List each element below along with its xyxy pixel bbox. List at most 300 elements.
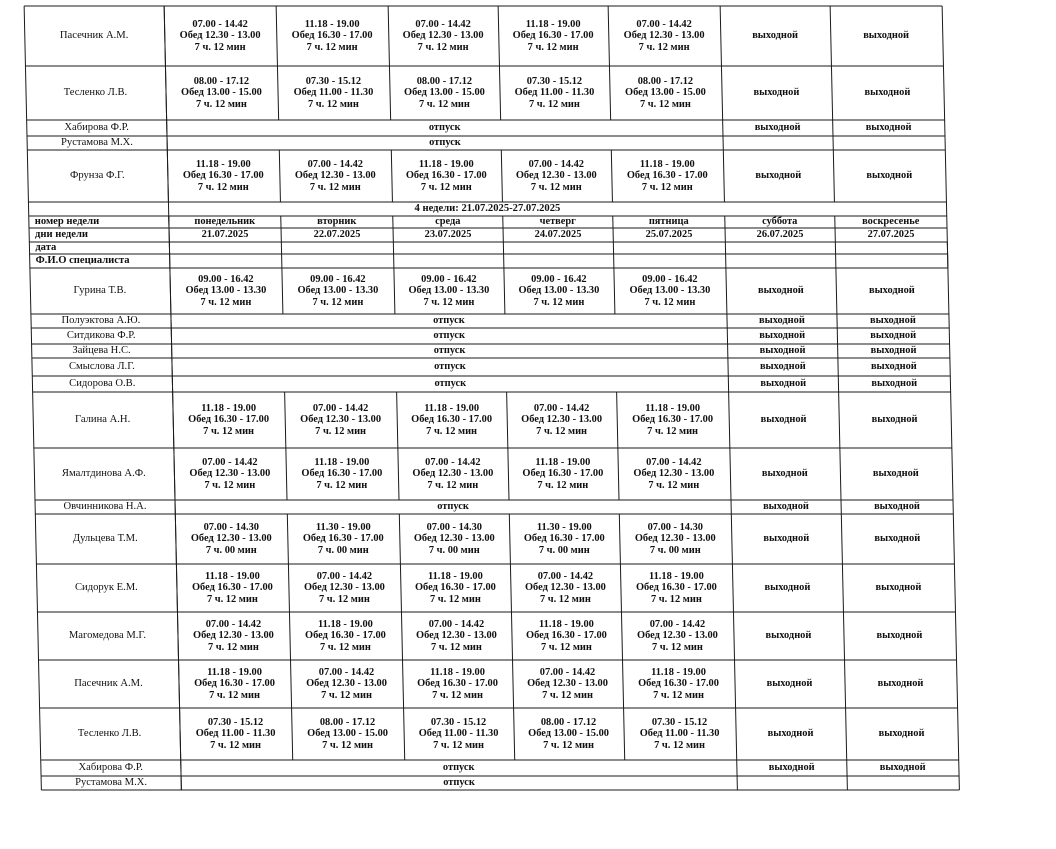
shift-cell-line: 11.30 - 19.00	[315, 521, 371, 533]
shift-cell-line: Обед 16.30 - 17.00	[188, 414, 270, 426]
vacation-note	[171, 328, 727, 344]
shift-cell-line: 7 ч. 12 мин	[197, 181, 249, 193]
shift-cell-line: 11.18 - 19.00	[314, 456, 370, 468]
shift-cell	[609, 66, 721, 120]
shift-cell-line: 11.18 - 19.00	[318, 618, 373, 630]
shift-cell-line: Обед 12.30 - 13.00	[623, 30, 705, 42]
shift-cell	[620, 564, 732, 612]
shift-cell-line: 7 ч. 12 мин	[320, 641, 371, 653]
saturday-status-line: выходной	[759, 345, 806, 357]
date-header-line: 27.07.2025	[867, 229, 915, 241]
shift-cell	[621, 612, 733, 660]
sunday-status	[838, 376, 950, 392]
sunday-status-line: выходной	[870, 330, 917, 342]
date-header-line: 24.07.2025	[534, 229, 582, 241]
shift-cell	[291, 660, 403, 708]
vacation-note-line: отпуск	[442, 762, 475, 774]
sunday-status	[847, 760, 959, 776]
shift-cell-line: Обед 13.00 - 13.30	[518, 285, 600, 297]
shift-cell-line: 07.00 - 14.42	[205, 618, 262, 630]
shift-cell-line: 09.00 - 16.42	[198, 273, 254, 285]
saturday-status	[728, 358, 838, 376]
shift-cell-line: 7 ч. 12 мин	[315, 425, 367, 437]
saturday-status-line: выходной	[760, 378, 807, 390]
shift-cell	[498, 6, 608, 66]
shift-cell-line: 7 ч. 00 мин	[205, 544, 257, 556]
saturday-status-line: выходной	[761, 468, 808, 480]
shift-cell	[179, 660, 291, 708]
vacation-note	[171, 314, 727, 328]
shift-cell	[173, 392, 285, 448]
shift-cell	[611, 150, 723, 202]
employee-name-line: Гурина Т.В.	[73, 285, 127, 297]
sunday-status	[847, 776, 959, 790]
shift-cell-line: Обед 16.30 - 17.00	[522, 468, 604, 480]
shift-cell-line: 7 ч. 12 мин	[530, 181, 582, 193]
employee-name-line: Фрунза Ф.Г.	[69, 170, 125, 182]
shift-cell-line: Обед 16.30 - 17.00	[526, 630, 607, 642]
sunday-status	[843, 612, 955, 660]
employee-name-line: Смыслова Л.Г.	[68, 361, 135, 373]
shift-cell	[404, 708, 514, 760]
date-header-line: 26.07.2025	[756, 229, 804, 241]
shift-cell-line: 7 ч. 00 мин	[428, 544, 480, 556]
shift-cell	[501, 150, 611, 202]
sunday-status	[836, 268, 948, 314]
sunday-status-line: выходной	[871, 378, 918, 390]
week-title-line: 4 недели: 21.07.2025-27.07.2025	[414, 203, 561, 215]
weekday-header	[613, 216, 725, 228]
sunday-status	[830, 6, 942, 66]
sunday-status-line: выходной	[865, 122, 912, 134]
weekday-header-line: среда	[435, 216, 461, 228]
shift-cell-line: Обед 11.00 - 11.30	[293, 87, 374, 99]
vacation-note-line: отпуск	[433, 345, 466, 357]
employee-name	[40, 708, 180, 760]
shift-cell-line: 7 ч. 12 мин	[203, 425, 255, 437]
shift-cell-line: Обед 16.30 - 17.00	[305, 630, 386, 642]
shift-cell	[499, 66, 609, 120]
sunday-status	[839, 392, 951, 448]
vacation-note-line: отпуск	[428, 122, 461, 134]
shift-cell-line: 11.18 - 19.00	[207, 666, 262, 678]
shift-cell-line: 7 ч. 12 мин	[539, 593, 591, 605]
shift-cell-line: Обед 16.30 - 17.00	[301, 468, 383, 480]
shift-cell-line: 07.00 - 14.42	[316, 570, 373, 582]
shift-cell-line: 11.18 - 19.00	[304, 18, 360, 30]
shift-cell	[277, 66, 389, 120]
shift-cell-line: 11.18 - 19.00	[201, 402, 257, 414]
vacation-note	[172, 344, 728, 358]
date-header	[725, 228, 835, 242]
shift-cell-line: 08.00 - 17.12	[319, 716, 376, 728]
shift-cell	[514, 708, 624, 760]
employee-name	[41, 776, 181, 790]
employee-name-line: Сидорук Е.М.	[74, 582, 138, 594]
date-label-line: дата	[35, 242, 57, 254]
employee-name-line: Хабирова Ф.Р.	[78, 762, 143, 774]
shift-cell-line: 07.00 - 14.42	[192, 18, 248, 30]
shift-cell	[174, 448, 286, 500]
weekday-header-line: вторник	[317, 216, 357, 228]
shift-cell-line: 08.00 - 17.12	[637, 75, 694, 87]
shift-cell-line: Обед 16.30 - 17.00	[194, 678, 275, 690]
vacation-note	[175, 500, 731, 514]
saturday-status	[733, 612, 843, 660]
shift-cell-line: Обед 12.30 - 13.00	[412, 468, 494, 480]
shift-cell-line: Обед 12.30 - 13.00	[402, 30, 484, 42]
employee-name-line: Овчинникова Н.А.	[63, 501, 147, 513]
employee-name	[32, 344, 172, 358]
shift-cell-line: 11.18 - 19.00	[427, 570, 483, 582]
shift-cell-line: 7 ч. 12 мин	[527, 41, 579, 53]
sunday-status-line: выходной	[878, 728, 925, 740]
shift-cell-line: 7 ч. 12 мин	[318, 593, 370, 605]
shift-cell-line: 09.00 - 16.42	[531, 273, 587, 285]
grid-line	[952, 448, 953, 500]
shift-cell-line: 7 ч. 12 мин	[427, 479, 479, 491]
shift-cell-line: 7 ч. 12 мин	[204, 479, 256, 491]
employee-name	[27, 120, 167, 136]
week-title	[28, 202, 946, 216]
shift-cell	[511, 612, 621, 660]
saturday-status	[737, 776, 847, 790]
vacation-note-line: отпуск	[434, 361, 466, 373]
shift-cell-line: 7 ч. 12 мин	[423, 296, 475, 308]
sunday-status-line: выходной	[879, 762, 926, 774]
employee-name-line: Тесленко Л.В.	[63, 87, 128, 99]
saturday-status	[732, 564, 842, 612]
employee-name	[24, 6, 164, 66]
shift-cell-line: 07.00 - 14.30	[203, 521, 259, 533]
date-label	[29, 242, 169, 254]
shift-cell-line: 7 ч. 12 мин	[541, 641, 592, 653]
shift-cell	[282, 268, 394, 314]
vacation-note-line: отпуск	[437, 501, 469, 513]
shift-cell-line: Обед 16.30 - 17.00	[182, 170, 264, 182]
sunday-status-line: выходной	[863, 30, 910, 42]
weekday-header-line: понедельник	[194, 216, 256, 228]
shift-cell-line: 07.00 - 14.42	[318, 666, 375, 678]
weekday-header	[281, 216, 393, 228]
sunday-status-line: выходной	[864, 87, 911, 99]
shift-cell-line: Обед 12.30 - 13.00	[416, 630, 497, 642]
sunday-status-line: выходной	[866, 170, 913, 182]
vacation-note-line: отпуск	[433, 315, 465, 327]
vacation-note-line: отпуск	[434, 378, 467, 390]
grid-line	[942, 6, 943, 66]
employee-name-line: Пасечник А.М.	[59, 30, 129, 42]
weekday-header	[503, 216, 613, 228]
shift-cell-line: Обед 13.00 - 13.30	[297, 285, 379, 297]
vacation-note-line: отпуск	[429, 137, 461, 149]
shift-cell	[624, 708, 736, 760]
shift-cell-line: 7 ч. 00 мин	[649, 544, 701, 556]
shift-cell-line: 07.00 - 14.30	[426, 521, 482, 533]
sunday-status-line: выходной	[868, 285, 915, 297]
shift-cell	[180, 708, 292, 760]
shift-cell	[619, 514, 731, 564]
grid-line	[954, 564, 955, 612]
shift-cell	[286, 448, 398, 500]
shift-cell-line: Обед 12.30 - 13.00	[521, 414, 603, 426]
date-header	[835, 228, 947, 242]
date-header	[393, 228, 503, 242]
shift-cell-line: 11.18 - 19.00	[195, 158, 251, 170]
shift-cell-line: 7 ч. 12 мин	[200, 296, 252, 308]
week-number-label	[29, 216, 169, 228]
shift-cell-line: 7 ч. 12 мин	[209, 689, 260, 701]
shift-cell-line: 7 ч. 12 мин	[309, 181, 361, 193]
shift-cell-line: 07.30 - 15.12	[305, 75, 362, 87]
saturday-status	[731, 500, 841, 514]
weekday-header-line: суббота	[762, 216, 798, 228]
saturday-status-line: выходной	[758, 315, 805, 327]
shift-cell-line: 07.00 - 14.42	[539, 666, 596, 678]
shift-cell-line: Обед 12.30 - 13.00	[524, 582, 606, 594]
shift-cell-line: 07.00 - 14.42	[533, 402, 590, 414]
saturday-status-line: выходной	[763, 501, 809, 513]
date-header	[613, 228, 725, 242]
shift-cell	[389, 66, 499, 120]
shift-cell	[388, 6, 498, 66]
saturday-status	[721, 66, 831, 120]
date-header	[281, 228, 393, 242]
shift-cell-line: 7 ч. 12 мин	[194, 41, 246, 53]
shift-cell-line: 7 ч. 12 мин	[433, 739, 484, 751]
date-header-line: 25.07.2025	[645, 229, 693, 241]
grid-line	[948, 268, 949, 314]
saturday-status	[723, 150, 833, 202]
shift-cell-line: 7 ч. 12 мин	[322, 739, 373, 751]
date-header	[503, 228, 613, 242]
saturday-status	[735, 660, 845, 708]
employee-name	[34, 448, 174, 500]
shift-cell-line: 7 ч. 12 мин	[644, 296, 696, 308]
shift-cell-line: 7 ч. 12 мин	[195, 98, 247, 110]
shift-cell-line: 7 ч. 12 мин	[648, 479, 700, 491]
shift-cell	[288, 564, 400, 612]
saturday-status	[731, 514, 841, 564]
shift-cell-line: 7 ч. 12 мин	[417, 41, 469, 53]
shift-cell	[400, 564, 510, 612]
shift-cell-line: Обед 16.30 - 17.00	[405, 170, 487, 182]
shift-cell	[401, 612, 511, 660]
shift-cell-line: Обед 13.00 - 13.30	[185, 285, 267, 297]
shift-cell-line: Обед 16.30 - 17.00	[512, 30, 594, 42]
grid-line	[951, 392, 952, 448]
saturday-status	[729, 392, 839, 448]
employee-name	[32, 358, 172, 376]
shift-cell	[287, 514, 399, 564]
shift-cell-line: Обед 13.00 - 15.00	[624, 87, 706, 99]
shift-cell-line: Обед 16.30 - 17.00	[638, 678, 719, 690]
weekday-header	[169, 216, 281, 228]
shift-cell-line: Обед 12.30 - 13.00	[303, 582, 385, 594]
shift-cell-line: 7 ч. 12 мин	[639, 98, 691, 110]
shift-cell-line: Обед 16.30 - 17.00	[632, 414, 714, 426]
employee-name	[35, 514, 175, 564]
date-header	[169, 228, 281, 242]
shift-cell-line: 7 ч. 12 мин	[431, 641, 482, 653]
shift-cell	[513, 660, 623, 708]
shift-cell-line: Обед 12.30 - 13.00	[190, 533, 272, 545]
vacation-note-line: отпуск	[433, 330, 466, 342]
employee-name	[25, 66, 165, 120]
shift-cell-line: 7 ч. 00 мин	[538, 544, 590, 556]
shift-cell-line: 07.00 - 14.42	[415, 18, 471, 30]
shift-cell-line: 07.00 - 14.30	[647, 521, 703, 533]
shift-cell-line: 11.18 - 19.00	[539, 618, 594, 630]
shift-cell-line: 07.00 - 14.42	[528, 158, 584, 170]
shift-cell	[167, 150, 279, 202]
employee-name-line: Зайцева Н.С.	[72, 345, 131, 357]
shift-cell-line: 11.18 - 19.00	[204, 570, 260, 582]
shift-cell-line: Обед 16.30 - 17.00	[191, 582, 273, 594]
shift-cell	[399, 514, 509, 564]
employee-name	[33, 392, 173, 448]
shift-cell-line: 11.18 - 19.00	[535, 456, 591, 468]
shift-cell-line: 7 ч. 12 мин	[208, 641, 259, 653]
shift-cell-line: 07.30 - 15.12	[207, 716, 264, 728]
shift-cell-line: Обед 13.00 - 15.00	[403, 87, 485, 99]
sunday-status	[837, 314, 949, 328]
shift-cell	[292, 708, 404, 760]
grid-line	[955, 612, 956, 660]
shift-cell-line: 07.00 - 14.42	[636, 18, 692, 30]
shift-cell-line: Обед 13.00 - 15.00	[180, 87, 262, 99]
sunday-status-line: выходной	[870, 345, 917, 357]
specialist-label-line: Ф.И.О специалиста	[35, 255, 130, 267]
shift-cell-line: 07.00 - 14.42	[307, 158, 363, 170]
employee-name-line: Рустамова М.Х.	[61, 137, 133, 149]
weekdays-label	[29, 228, 169, 242]
saturday-status	[728, 376, 838, 392]
shift-cell-line: Обед 16.30 - 17.00	[414, 582, 496, 594]
sunday-status	[842, 564, 954, 612]
shift-cell-line: Обед 12.30 - 13.00	[306, 678, 387, 690]
sunday-status	[841, 514, 953, 564]
saturday-status-line: выходной	[764, 582, 811, 594]
shift-cell-line: 11.30 - 19.00	[536, 521, 592, 533]
shift-cell-line: Обед 12.30 - 13.00	[634, 533, 716, 545]
shift-cell	[164, 6, 276, 66]
vacation-note	[181, 776, 737, 790]
shift-cell	[394, 268, 504, 314]
shift-cell-line: Обед 12.30 - 13.00	[193, 630, 274, 642]
shift-cell	[285, 392, 397, 448]
shift-cell	[170, 268, 282, 314]
shift-cell	[508, 448, 618, 500]
saturday-status	[737, 760, 847, 776]
vacation-note-line: отпуск	[443, 777, 475, 789]
shift-cell-line: 11.18 - 19.00	[639, 158, 695, 170]
sunday-status-line: выходной	[874, 533, 921, 545]
date-header-line: 23.07.2025	[424, 229, 472, 241]
saturday-status	[726, 268, 836, 314]
saturday-status	[723, 136, 833, 150]
shift-cell-line: 11.18 - 19.00	[430, 666, 485, 678]
weekday-header	[835, 216, 947, 228]
shift-cell-line: 7 ч. 12 мин	[307, 98, 359, 110]
vacation-note	[172, 358, 728, 376]
sunday-status-line: выходной	[870, 361, 917, 373]
vacation-note	[167, 136, 723, 150]
employee-name	[27, 136, 167, 150]
shift-cell-line: Обед 11.00 - 11.30	[639, 728, 720, 740]
sunday-status	[845, 660, 957, 708]
employee-name-line: Рустамова М.Х.	[75, 777, 148, 789]
shift-cell	[391, 150, 501, 202]
saturday-status	[728, 344, 838, 358]
shift-cell	[177, 612, 289, 660]
vacation-note	[181, 760, 737, 776]
shift-cell-line: Обед 13.00 - 15.00	[307, 728, 388, 740]
employee-name	[37, 612, 177, 660]
shift-cell-line: 7 ч. 12 мин	[537, 479, 589, 491]
shift-cell	[398, 448, 508, 500]
shift-cell-line: Обед 11.00 - 11.30	[195, 728, 276, 740]
employee-name	[30, 268, 170, 314]
date-header-line: 21.07.2025	[201, 229, 249, 241]
shift-cell-line: 07.30 - 15.12	[651, 716, 708, 728]
sunday-status	[838, 358, 950, 376]
shift-cell	[175, 514, 287, 564]
shift-cell-line: 11.18 - 19.00	[645, 402, 701, 414]
saturday-status	[736, 708, 846, 760]
employee-name	[31, 328, 171, 344]
sunday-status	[841, 500, 953, 514]
shift-cell	[279, 150, 391, 202]
shift-cell	[397, 392, 507, 448]
saturday-status	[723, 120, 833, 136]
saturday-status-line: выходной	[765, 630, 812, 642]
shift-cell-line: Обед 16.30 - 17.00	[291, 30, 373, 42]
saturday-status	[730, 448, 840, 500]
shift-cell-line: 7 ч. 12 мин	[647, 425, 699, 437]
specialist-label	[30, 254, 170, 268]
shift-cell-line: 7 ч. 12 мин	[312, 296, 364, 308]
shift-cell	[276, 6, 388, 66]
vacation-note	[167, 120, 723, 136]
shift-cell-line: 7 ч. 12 мин	[418, 98, 470, 110]
shift-cell-line: Обед 16.30 - 17.00	[635, 582, 717, 594]
shift-cell	[509, 514, 619, 564]
sunday-status	[833, 150, 945, 202]
grid-line	[943, 66, 944, 120]
shift-cell-line: 07.30 - 15.12	[430, 716, 487, 728]
employee-name-line: Галина А.Н.	[74, 414, 131, 426]
weekday-header-line: четверг	[539, 216, 576, 228]
shift-cell-line: 08.00 - 17.12	[193, 75, 250, 87]
date-header-line: 22.07.2025	[313, 229, 361, 241]
shift-cell-line: 07.00 - 14.42	[425, 456, 481, 468]
shift-cell-line: Обед 12.30 - 13.00	[637, 630, 718, 642]
shift-cell-line: 7 ч. 12 мин	[650, 593, 702, 605]
employee-name-line: Пасечник А.М.	[74, 678, 143, 690]
shift-cell-line: 11.18 - 19.00	[648, 570, 704, 582]
grid-line	[945, 150, 946, 202]
shift-cell-line: 7 ч. 12 мин	[306, 41, 358, 53]
shift-cell-line: Обед 16.30 - 17.00	[417, 678, 498, 690]
shift-cell-line: 7 ч. 12 мин	[638, 41, 690, 53]
saturday-status-line: выходной	[763, 533, 810, 545]
shift-cell	[403, 660, 513, 708]
sunday-status	[838, 344, 950, 358]
shift-cell-line: 7 ч. 12 мин	[321, 689, 372, 701]
shift-cell-line: 7 ч. 12 мин	[653, 689, 704, 701]
sunday-status-line: выходной	[877, 678, 924, 690]
